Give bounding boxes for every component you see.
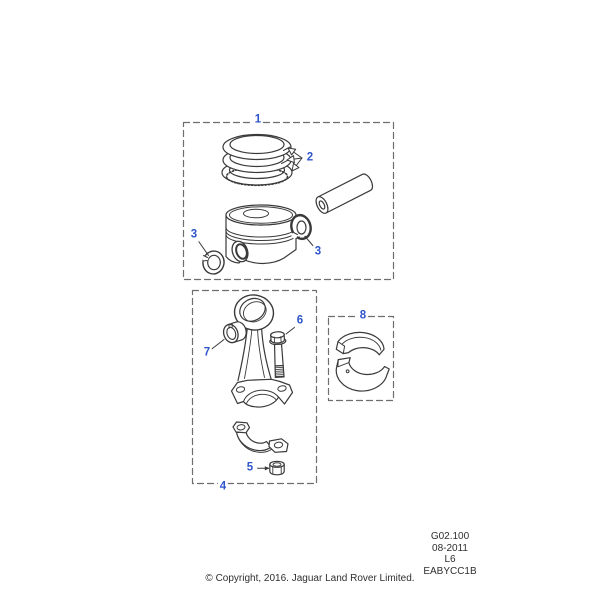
piston-pin-drawing — [314, 172, 375, 215]
piston-drawing — [226, 205, 296, 264]
document-reference-block — [407, 531, 493, 577]
doc-ref-section: G02.100 — [430, 531, 470, 542]
bearing-shell-lower — [336, 358, 389, 391]
copyright-notice: © Copyright, 2016. Jaguar Land Rover Limited. — [205, 573, 415, 584]
callout-5[interactable]: 5 — [246, 461, 254, 474]
callout-7-pointer — [211, 340, 225, 351]
rod-big-end — [232, 379, 293, 407]
callout-6[interactable]: 6 — [296, 314, 304, 327]
callout-4[interactable]: 4 — [219, 480, 227, 493]
bolt-drawing — [269, 331, 287, 377]
doc-ref-line: L6 — [444, 554, 456, 565]
connecting-rod-drawing — [232, 292, 293, 407]
bearing-cap-drawing — [233, 422, 288, 452]
nut-drawing — [258, 461, 285, 475]
callout-1[interactable]: 1 — [254, 113, 262, 126]
callout-7[interactable]: 7 — [203, 346, 211, 359]
circlip-left-drawing — [201, 249, 226, 276]
bearing-shells-drawing — [336, 332, 389, 391]
doc-ref-code: EABYCC1B — [423, 565, 477, 577]
piston-rings-drawing — [222, 135, 292, 186]
callout-8[interactable]: 8 — [359, 309, 367, 322]
callout-2[interactable]: 2 — [306, 151, 314, 164]
callout-3-left[interactable]: 3 — [190, 228, 198, 241]
callout-3-right[interactable]: 3 — [314, 245, 322, 258]
callout-3-left-pointer — [198, 241, 209, 256]
doc-ref-date: 08-2011 — [432, 542, 468, 554]
